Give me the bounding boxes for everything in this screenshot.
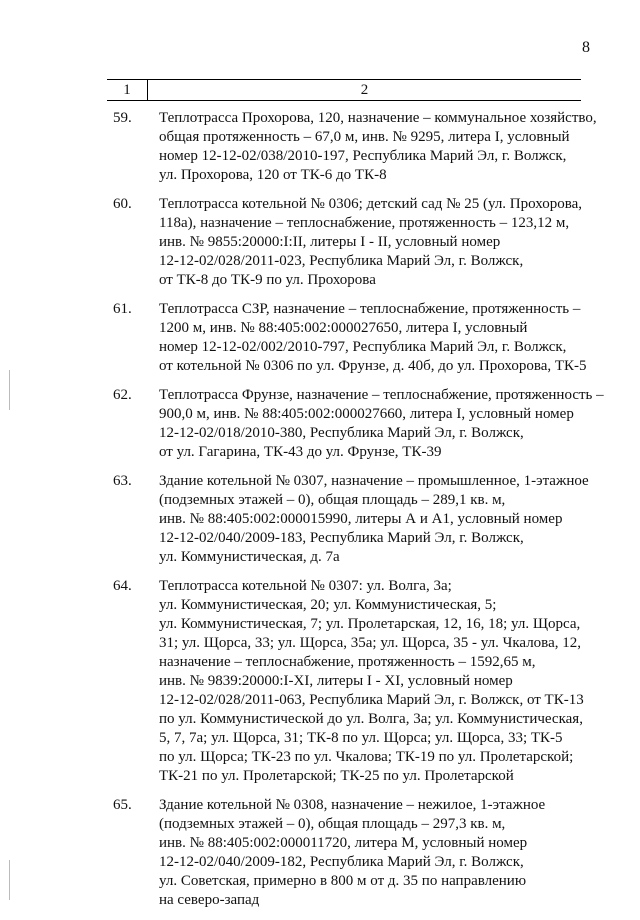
- entry-text-line: инв. № 88:405:002:000015990, литеры А и А1, условный номер: [159, 511, 563, 527]
- entry-text: [159, 386, 604, 462]
- entry-text-line: номер 12-12-02/002/2010-797, Республика Марий Эл, г. Волжск,: [159, 339, 567, 355]
- entry-text-line: ТК-21 по ул. Пролетарской; ТК-25 по ул. Пролетарской: [159, 768, 514, 784]
- entry-text-line: 31; ул. Щорса, 33; ул. Щорса, 35а; ул. Щорса, 35 - ул. Чкалова, 12,: [159, 635, 581, 651]
- list-item: [107, 796, 581, 910]
- entry-text: [159, 796, 581, 910]
- entry-text: [159, 300, 587, 376]
- entry-text: [159, 472, 589, 567]
- entry-number: 64.: [113, 578, 132, 594]
- entry-text-line: по ул. Коммунистической до ул. Волга, 3а; ул. Коммунистическая,: [159, 711, 583, 727]
- list-item: [107, 386, 604, 462]
- entry-text-line: ул. Прохорова, 120 от ТК-6 до ТК-8: [159, 167, 387, 183]
- entry-text-line: ул. Советская, примерно в 800 м от д. 35 по направлению: [159, 873, 527, 889]
- entry-text-line: от ТК-8 до ТК-9 по ул. Прохорова: [159, 272, 376, 288]
- table-header: [107, 79, 581, 101]
- entry-number: 60.: [113, 196, 132, 212]
- entry-text-line: 12-12-02/040/2009-183, Республика Марий Эл, г. Волжск,: [159, 530, 524, 546]
- scan-edge-mark: [9, 370, 10, 410]
- entry-text-line: ул. Коммунистическая, 7; ул. Пролетарская, 12, 16, 18; ул. Щорса,: [159, 616, 581, 632]
- entry-text-line: номер 12-12-02/038/2010-197, Республика Марий Эл, г. Волжск,: [159, 148, 567, 164]
- entry-text-line: 12-12-02/018/2010-380, Республика Марий Эл, г. Волжск,: [159, 425, 524, 441]
- entries-list: [107, 109, 604, 920]
- entry-text-line: 118а), назначение – теплоснабжение, протяженность – 123,12 м,: [159, 215, 570, 231]
- entry-text-line: Теплотрасса котельной № 0306; детский сад № 25 (ул. Прохорова,: [159, 196, 582, 212]
- table-header-col-1: 1: [123, 82, 131, 98]
- entry-text-line: по ул. Щорса; ТК-23 по ул. Чкалова; ТК-19 по ул. Пролетарской;: [159, 749, 574, 765]
- entry-text: [159, 577, 584, 786]
- entry-text-line: на северо-запад: [159, 892, 260, 908]
- entry-text-line: инв. № 9839:20000:I-XI, литеры I - XI, условный номер: [159, 673, 513, 689]
- entry-text-line: (подземных этажей – 0), общая площадь – 289,1 кв. м,: [159, 492, 506, 508]
- list-item: [107, 577, 584, 786]
- entry-text-line: общая протяженность – 67,0 м, инв. № 9295, литера I, условный: [159, 129, 570, 145]
- entry-text-line: Теплотрасса Прохорова, 120, назначение – коммунальное хозяйство,: [159, 110, 597, 126]
- entry-number: 65.: [113, 797, 132, 813]
- entry-number: 61.: [113, 301, 132, 317]
- entry-text-line: Теплотрасса Фрунзе, назначение – теплоснабжение, протяженность –: [159, 387, 604, 403]
- entry-text: [159, 109, 597, 185]
- list-item: [107, 300, 587, 376]
- entry-text-line: 5, 7, 7а; ул. Щорса, 31; ТК-8 по ул. Щорса; ул. Щорса, 33; ТК-5: [159, 730, 563, 746]
- entry-text-line: 12-12-02/040/2009-182, Республика Марий Эл, г. Волжск,: [159, 854, 524, 870]
- scan-edge-mark: [9, 860, 10, 900]
- entry-text-line: Здание котельной № 0308, назначение – нежилое, 1-этажное: [159, 797, 546, 813]
- list-item: [107, 109, 597, 185]
- entry-text-line: 900,0 м, инв. № 88:405:002:000027660, литера I, условный номер: [159, 406, 574, 422]
- entry-text-line: (подземных этажей – 0), общая площадь – 297,3 кв. м,: [159, 816, 506, 832]
- entry-text: [159, 195, 581, 290]
- entry-text-line: Теплотрасса СЗР, назначение – теплоснабжение, протяженность –: [159, 301, 581, 317]
- table-header-col-2: 2: [360, 82, 369, 98]
- entry-text-line: Теплотрасса котельной № 0307: ул. Волга, 3а;: [159, 578, 452, 594]
- list-item: [107, 472, 589, 567]
- entry-text-line: назначение – теплоснабжение, протяженность – 1592,65 м,: [159, 654, 536, 670]
- page-number: 8: [582, 39, 590, 56]
- list-item: [107, 195, 581, 290]
- entry-text-line: ул. Коммунистическая, д. 7а: [159, 549, 340, 565]
- entry-text-line: инв. № 88:405:002:000011720, литера М, условный номер: [159, 835, 528, 851]
- entry-text-line: от ул. Гагарина, ТК-43 до ул. Фрунзе, ТК-39: [159, 444, 442, 460]
- entry-text-line: от котельной № 0306 по ул. Фрунзе, д. 40б, до ул. Прохорова, ТК-5: [159, 358, 587, 374]
- entry-text-line: инв. № 9855:20000:I:II, литеры I - II, условный номер: [159, 234, 501, 250]
- entry-text-line: 12-12-02/028/2011-023, Республика Марий Эл, г. Волжск,: [159, 253, 524, 269]
- entry-text-line: 1200 м, инв. № 88:405:002:000027650, литера I, условный: [159, 320, 528, 336]
- entry-number: 63.: [113, 473, 132, 489]
- entry-text-line: Здание котельной № 0307, назначение – промышленное, 1-этажное: [159, 473, 589, 489]
- entry-text-line: 12-12-02/028/2011-063, Республика Марий Эл, г. Волжск, от ТК-13: [159, 692, 584, 708]
- entry-number: 59.: [113, 110, 132, 126]
- entry-text-line: ул. Коммунистическая, 20; ул. Коммунистическая, 5;: [159, 597, 497, 613]
- entry-number: 62.: [113, 387, 132, 403]
